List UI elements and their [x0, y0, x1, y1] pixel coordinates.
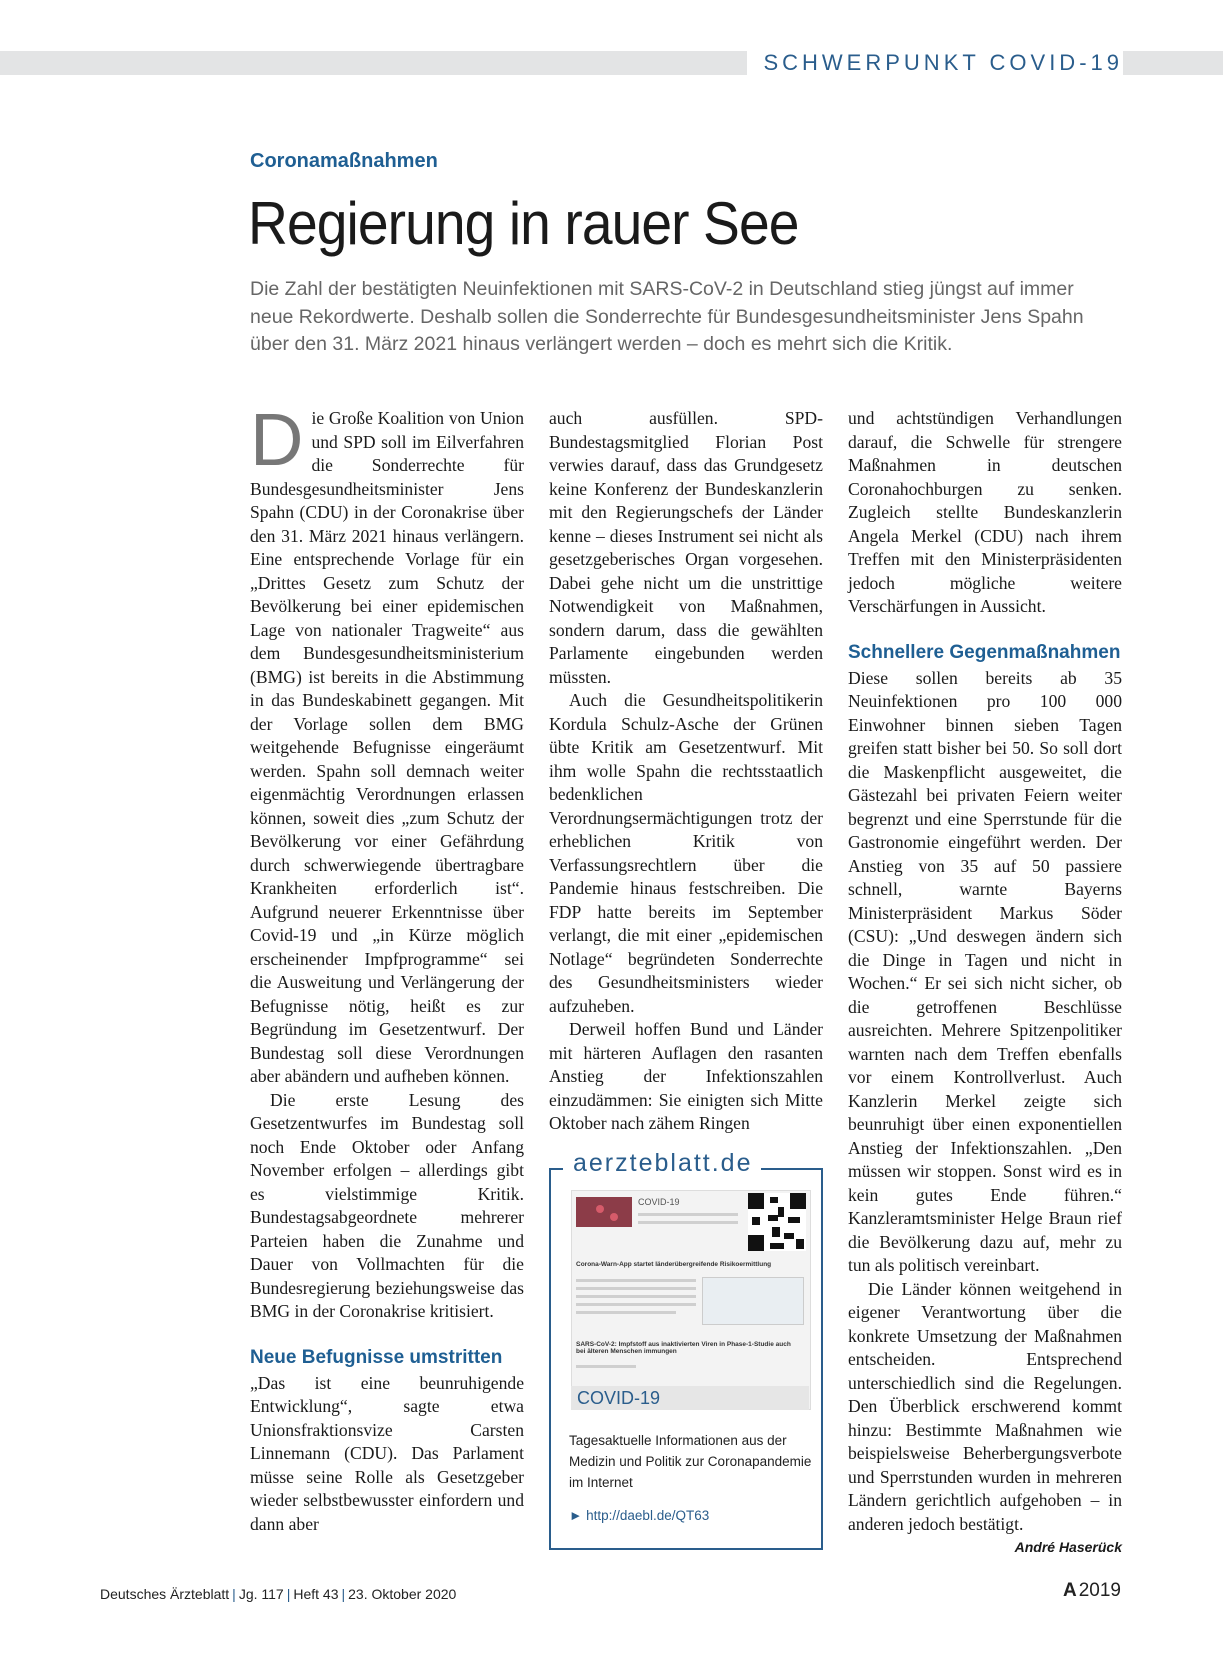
- news-headline: Corona-Warn-App startet länderübergreifende Risikoermittlung: [576, 1261, 772, 1268]
- screenshot-title: COVID-19: [638, 1197, 680, 1207]
- journal-name: Deutsches Ärzteblatt: [100, 1586, 230, 1602]
- page-number-value: 2019: [1078, 1580, 1121, 1601]
- paragraph: auch ausfüllen. SPD-Bundestagsmitglied Florian Post verwies darauf, dass das Grundgesetz keine Konferenz der Bundeskanzlerin mit den Regierungschefs der Länder kenne – dieses Instrument sei nicht als gesetzgeberisches Organ vorgesehen. Dabei gehe nicht um die unstrittige Notwendigkeit von Maßnahmen, sondern darum, dass die gewählten Parlamente eingebunden werden müssten.: [549, 408, 823, 687]
- box-link[interactable]: [569, 1508, 709, 1523]
- placeholder-line: [576, 1295, 696, 1298]
- paragraph: und achtstündigen Verhandlungen darauf, die Schwelle für strengere Maßnahmen in deutschen Coronahochburgen zu senken. Zugleich stellte Bundeskanzlerin Angela Merkel (CDU) nach ihrem Treffen mit den Ministerpräsidenten jedoch mögliche weitere Verschärfungen in Aussicht.: [848, 408, 1122, 616]
- page-prefix: A: [1062, 1580, 1077, 1601]
- placeholder-line: [576, 1365, 636, 1368]
- placeholder-line: [576, 1311, 676, 1314]
- placeholder-line: [638, 1221, 738, 1224]
- footer-citation: Deutsches Ärzteblatt | Jg. 117 | Heft 43 | 23. Oktober 2020: [100, 1586, 457, 1602]
- paragraph: [848, 1278, 1122, 1555]
- link-url[interactable]: http://daebl.de/QT63: [586, 1508, 710, 1523]
- paragraph: „Das ist eine beunruhigende Entwicklung“, sagte etwa Unionsfraktionsvize Carsten Linnemann (CDU). Das Parlament müsse seine Rolle als Gesetzgeber wieder selbstbewusster einfordern und dann aber: [250, 1372, 524, 1534]
- date: 23. Oktober 2020: [348, 1586, 457, 1602]
- virus-dot: [610, 1213, 618, 1221]
- placeholder-line: [576, 1287, 696, 1290]
- news-headline: SARS-CoV-2: Impfstoff aus inaktivierten Viren in Phase-1-Studie auch bei älteren Menschen immungen: [576, 1341, 791, 1355]
- placeholder-line: [576, 1279, 696, 1282]
- placeholder-line: [576, 1303, 696, 1306]
- app-preview-image: [702, 1277, 804, 1325]
- issue: Heft 43: [293, 1586, 339, 1602]
- online-info-box: [549, 1149, 823, 1550]
- subheading: Neue Befugnisse umstritten: [250, 1346, 503, 1368]
- volume: Jg. 117: [238, 1586, 284, 1602]
- placeholder-line: [638, 1213, 738, 1216]
- website-screenshot[interactable]: [571, 1190, 811, 1410]
- box-description: Tagesaktuelle Informationen aus der Medizin und Politik zur Coronapandemie im Internet: [569, 1433, 812, 1490]
- author: André Haserück: [1014, 1539, 1122, 1555]
- page-number: [1063, 1580, 1121, 1602]
- column-1: [250, 398, 524, 1536]
- subheading: Schnellere Gegenmaßnahmen: [848, 641, 1121, 663]
- article-kicker: Coronamaßnahmen: [250, 150, 438, 172]
- arrow-right-icon: ►: [569, 1508, 583, 1523]
- paragraph-text: Die Länder können weitgehend in eigener Verantwortung über die konkrete Umsetzung der Maßnahmen entscheiden. Entsprechend unterschiedlich sind die Regelungen. Den Überblick erschwerend kommt hinzu: Bestimmte Maßnahmen wie beispielsweise Beherbergungsverbote und Sperrstunden wurden in mehreren Ländern gerichtlich aufgehoben – in anderen jedoch bestätigt.: [848, 1278, 1122, 1534]
- brand-logo: aerzteblatt.de: [569, 1148, 757, 1178]
- article-title: Regierung in rauer See: [248, 190, 799, 257]
- paragraph: Die erste Lesung des Gesetzentwurfes im Bundestag soll noch Ende Oktober oder Anfang November erfolgen – allerdings gibt es vielstimmige Kritik. Bundestagsabgeordnete mehrerer Parteien haben die Zunahme und Dauer von Vollmachten für die Bundesregierung beziehungsweise das BMG in der Coronakrise kritisiert.: [250, 1089, 524, 1321]
- qr-code[interactable]: [748, 1193, 806, 1251]
- article-lead: Die Zahl der bestätigten Neuinfektionen mit SARS-CoV-2 in Deutschland stieg jüngst auf immer neue Rekordwerte. Deshalb sollen die Sonderrechte für Bundesgesundheitsminister Jens Spahn über den 31. März 2021 hinaus verlängert werden – doch es mehrt sich die Kritik.: [250, 278, 1084, 355]
- paragraph: Auch die Gesundheitspolitikerin Kordula Schulz-Asche der Grünen übte Kritik am Gesetzentwurf. Mit ihm wolle Spahn die rechtsstaatlich bedenklichen Verordnungsermächtigungen trotz der erheblichen Kritik von Verfassungsrechtlern über die Pandemie hinaus festschreiben. Die FDP hatte bereits im September verlangt, die mit einer „epidemischen Notlage“ begründeten Sonderrechte des Gesundheitsministers wieder aufzuheben.: [549, 690, 823, 1016]
- paragraph: Diese sollen bereits ab 35 Neuinfektionen pro 100 000 Einwohner binnen sieben Tagen greifen statt bisher bei 50. So soll dort die Maskenpflicht ausgeweitet, die Gästezahl bei privaten Feiern weiter begrenzt und eine Sperrstunde für die Gastronomie eingeführt werden. Der Anstieg von 35 auf 50 passiere schnell, warnte Bayerns Ministerpräsident Markus Söder (CSU): „Und deswegen ändern sich die Dinge in Tagen und nicht in Wochen.“ Er sei sich nicht sicher, ob die getroffenen Beschlüsse ausreichten. Mehrere Spitzenpolitiker warnten nach dem Treffen ebenfalls vor einem Kontrollverlust. Auch Kanzlerin Merkel zeigte sich beunruhigt über einen exponentiellen Anstieg der Infektionszahlen. „Den müssen wir stoppen. Sonst wird es in kein gutes Ende führen.“ Kanzleramtsminister Helge Braun rief die Bevölkerung dazu auf, mehr zu tun als politisch vereinbart.: [848, 667, 1122, 1275]
- drop-cap: D: [250, 398, 304, 481]
- column-3: [848, 407, 1122, 1560]
- paragraph: ie Große Koalition von Union und SPD soll im Eilverfahren die Sonderrechte für Bundesgesundheitsminister Jens Spahn (CDU) in der Coronakrise über den 31. März 2021 hinaus verlängern. Eine entsprechende Vorlage für ein „Drittes Gesetz zum Schutz der Bevölkerung bei einer epidemischen Lage von nationaler Tragweite“ aus dem Bundesgesundheitsministerium (BMG) ist bereits in die Abstimmung in das Bundeskabinett gegangen. Mit der Vorlage sollen dem BMG weitgehende Befugnisse eingeräumt werden. Spahn soll demnach weiter eigenmächtig Verordnungen erlassen können, soweit dies „zum Schutz der Bevölkerung vor einer Gefährdung durch schwerwiegende übertragbare Krankheiten erforderlich ist“. Aufgrund neuerer Erkenntnisse über Covid-19 und „in Kürze möglich erscheinender Impfprogramme“ sei die Ausweitung und Verlängerung der Befugnisse nötig, heißt es zur Begründung im Gesetzentwurf. Der Bundestag soll diese Verordnungen aber abändern und aufheben können.: [250, 408, 524, 1086]
- section-label: SCHWERPUNKT COVID-19: [747, 46, 1123, 80]
- column-2: [549, 407, 823, 1136]
- paragraph: Derweil hoffen Bund und Länder mit härteren Auflagen den rasanten Anstieg der Infektionszahlen einzudämmen: Sie einigten sich Mitte Oktober nach zähem Ringen: [549, 1019, 823, 1133]
- virus-image: [576, 1197, 632, 1227]
- virus-dot: [596, 1205, 604, 1213]
- topic-tag: COVID-19: [571, 1386, 809, 1410]
